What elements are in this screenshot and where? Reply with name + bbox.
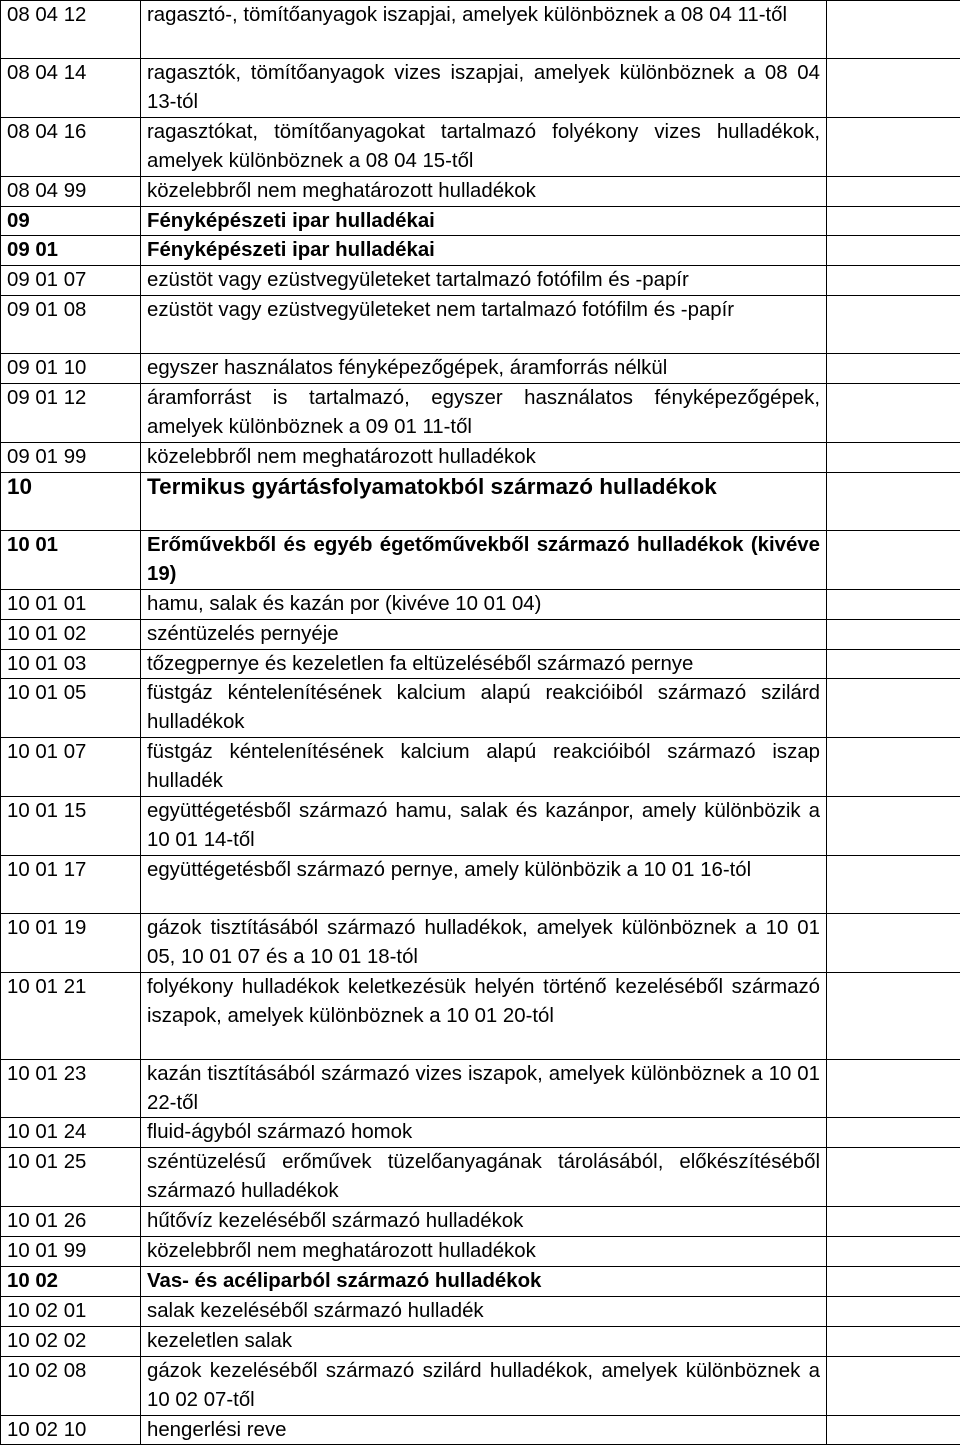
- waste-code-cell: 10 01: [1, 530, 141, 589]
- table-row: [1, 206, 960, 236]
- waste-code-cell: 10 02: [1, 1267, 141, 1297]
- table-row: [1, 589, 960, 619]
- empty-cell: [827, 472, 960, 530]
- waste-description-cell: folyékony hulladékok keletkezésük helyén történő kezeléséből származó iszapok, amelyek különböznek a 10 01 20-tól: [141, 972, 827, 1059]
- empty-cell: [827, 266, 960, 296]
- empty-cell: [827, 296, 960, 354]
- empty-cell: [827, 384, 960, 443]
- table-row: [1, 649, 960, 679]
- waste-code-cell: 10 01 01: [1, 589, 141, 619]
- table-row: [1, 1356, 960, 1415]
- waste-description-cell: hűtővíz kezeléséből származó hulladékok: [141, 1207, 827, 1237]
- empty-cell: [827, 530, 960, 589]
- waste-description-cell: ezüstöt vagy ezüstvegyületeket tartalmazó fotófilm és -papír: [141, 266, 827, 296]
- table-row: [1, 1415, 960, 1445]
- waste-description-cell: ragasztókat, tömítőanyagokat tartalmazó folyékony vizes hulladékok, amelyek különböznek a 08 04 15-től: [141, 117, 827, 176]
- empty-cell: [827, 1207, 960, 1237]
- waste-description-cell: füstgáz kéntelenítésének kalcium alapú reakcióiból származó iszap hulladék: [141, 738, 827, 797]
- empty-cell: [827, 1, 960, 59]
- table-row: [1, 1118, 960, 1148]
- waste-description-cell: egyszer használatos fényképezőgépek, áramforrás nélkül: [141, 354, 827, 384]
- table-row: [1, 472, 960, 530]
- empty-cell: [827, 1415, 960, 1445]
- empty-cell: [827, 117, 960, 176]
- waste-code-cell: 09 01 10: [1, 354, 141, 384]
- table-row: [1, 354, 960, 384]
- waste-description-cell: hengerlési reve: [141, 1415, 827, 1445]
- empty-cell: [827, 1267, 960, 1297]
- table-row: [1, 1237, 960, 1267]
- waste-description-cell: hamu, salak és kazán por (kivéve 10 01 04): [141, 589, 827, 619]
- waste-description-cell: közelebbről nem meghatározott hulladékok: [141, 176, 827, 206]
- waste-description-cell: Termikus gyártásfolyamatokból származó hulladékok: [141, 472, 827, 530]
- table-row: [1, 384, 960, 443]
- empty-cell: [827, 1118, 960, 1148]
- table-row: [1, 619, 960, 649]
- waste-code-cell: 10 01 15: [1, 797, 141, 856]
- empty-cell: [827, 738, 960, 797]
- waste-code-cell: 10 01 02: [1, 619, 141, 649]
- waste-description-cell: gázok tisztításából származó hulladékok, amelyek különböznek a 10 01 05, 10 01 07 és a 10 01 18-tól: [141, 913, 827, 972]
- empty-cell: [827, 354, 960, 384]
- table-row: [1, 738, 960, 797]
- empty-cell: [827, 649, 960, 679]
- table-row: [1, 266, 960, 296]
- waste-description-cell: közelebbről nem meghatározott hulladékok: [141, 1237, 827, 1267]
- table-row: [1, 972, 960, 1059]
- empty-cell: [827, 855, 960, 913]
- waste-code-cell: 09 01 08: [1, 296, 141, 354]
- waste-code-cell: 10 02 10: [1, 1415, 141, 1445]
- table-row: [1, 442, 960, 472]
- empty-cell: [827, 1148, 960, 1207]
- waste-code-cell: 08 04 12: [1, 1, 141, 59]
- waste-description-cell: kazán tisztításából származó vizes iszapok, amelyek különböznek a 10 01 22-től: [141, 1059, 827, 1118]
- waste-description-cell: ragasztó-, tömítőanyagok iszapjai, amelyek különböznek a 08 04 11-től: [141, 1, 827, 59]
- table-row: [1, 296, 960, 354]
- table-row: [1, 59, 960, 118]
- table-row: [1, 1267, 960, 1297]
- waste-code-cell: 10 01 99: [1, 1237, 141, 1267]
- empty-cell: [827, 1059, 960, 1118]
- table-row: [1, 855, 960, 913]
- waste-code-cell: 10 01 26: [1, 1207, 141, 1237]
- waste-description-cell: Erőművekből és egyéb égetőművekből származó hulladékok (kivéve 19): [141, 530, 827, 589]
- empty-cell: [827, 972, 960, 1059]
- empty-cell: [827, 1356, 960, 1415]
- empty-cell: [827, 206, 960, 236]
- waste-code-cell: 09 01 12: [1, 384, 141, 443]
- empty-cell: [827, 913, 960, 972]
- waste-code-cell: 10 02 02: [1, 1326, 141, 1356]
- waste-description-cell: együttégetésből származó pernye, amely különbözik a 10 01 16-tól: [141, 855, 827, 913]
- waste-description-cell: széntüzelés pernyéje: [141, 619, 827, 649]
- waste-code-cell: 08 04 99: [1, 176, 141, 206]
- waste-description-cell: Vas- és acéliparból származó hulladékok: [141, 1267, 827, 1297]
- waste-code-cell: 10 02 08: [1, 1356, 141, 1415]
- waste-description-cell: Fényképészeti ipar hulladékai: [141, 206, 827, 236]
- waste-description-cell: ezüstöt vagy ezüstvegyületeket nem tartalmazó fotófilm és -papír: [141, 296, 827, 354]
- empty-cell: [827, 589, 960, 619]
- empty-cell: [827, 797, 960, 856]
- table-body: [1, 1, 960, 1445]
- table-row: [1, 236, 960, 266]
- table-row: [1, 1296, 960, 1326]
- table-row: [1, 530, 960, 589]
- waste-code-cell: 10 01 05: [1, 679, 141, 738]
- waste-description-cell: fluid-ágyból származó homok: [141, 1118, 827, 1148]
- waste-code-cell: 10 01 25: [1, 1148, 141, 1207]
- waste-description-cell: széntüzelésű erőművek tüzelőanyagának tárolásából, előkészítéséből származó hulladékok: [141, 1148, 827, 1207]
- empty-cell: [827, 176, 960, 206]
- waste-description-cell: kezeletlen salak: [141, 1326, 827, 1356]
- waste-description-cell: salak kezeléséből származó hulladék: [141, 1296, 827, 1326]
- empty-cell: [827, 619, 960, 649]
- table-row: [1, 1, 960, 59]
- table-row: [1, 117, 960, 176]
- empty-cell: [827, 1296, 960, 1326]
- table-row: [1, 176, 960, 206]
- waste-description-cell: áramforrást is tartalmazó, egyszer használatos fényképezőgépek, amelyek különböznek a 09 01 11-től: [141, 384, 827, 443]
- empty-cell: [827, 1237, 960, 1267]
- waste-code-cell: 09 01 99: [1, 442, 141, 472]
- waste-code-cell: 10 01 19: [1, 913, 141, 972]
- waste-code-cell: 10 01 17: [1, 855, 141, 913]
- table-row: [1, 679, 960, 738]
- waste-code-cell: 10 01 24: [1, 1118, 141, 1148]
- table-row: [1, 1326, 960, 1356]
- waste-code-cell: 08 04 16: [1, 117, 141, 176]
- table-row: [1, 1059, 960, 1118]
- waste-description-cell: tőzegpernye és kezeletlen fa eltüzeléséből származó pernye: [141, 649, 827, 679]
- waste-code-cell: 10 01 23: [1, 1059, 141, 1118]
- waste-description-cell: gázok kezeléséből származó szilárd hulladékok, amelyek különböznek a 10 02 07-től: [141, 1356, 827, 1415]
- empty-cell: [827, 1326, 960, 1356]
- table-row: [1, 797, 960, 856]
- waste-code-cell: 10: [1, 472, 141, 530]
- waste-description-cell: ragasztók, tömítőanyagok vizes iszapjai, amelyek különböznek a 08 04 13-tól: [141, 59, 827, 118]
- waste-description-cell: együttégetésből származó hamu, salak és kazánpor, amely különbözik a 10 01 14-től: [141, 797, 827, 856]
- waste-description-cell: füstgáz kéntelenítésének kalcium alapú reakcióiból származó szilárd hulladékok: [141, 679, 827, 738]
- waste-code-cell: 10 01 21: [1, 972, 141, 1059]
- waste-code-cell: 08 04 14: [1, 59, 141, 118]
- empty-cell: [827, 442, 960, 472]
- table-row: [1, 1148, 960, 1207]
- waste-description-cell: Fényképészeti ipar hulladékai: [141, 236, 827, 266]
- waste-code-cell: 09 01: [1, 236, 141, 266]
- waste-code-cell: 10 02 01: [1, 1296, 141, 1326]
- table-row: [1, 913, 960, 972]
- waste-code-cell: 09: [1, 206, 141, 236]
- empty-cell: [827, 59, 960, 118]
- waste-code-cell: 10 01 07: [1, 738, 141, 797]
- waste-code-cell: 09 01 07: [1, 266, 141, 296]
- waste-code-cell: 10 01 03: [1, 649, 141, 679]
- waste-description-cell: közelebbről nem meghatározott hulladékok: [141, 442, 827, 472]
- empty-cell: [827, 236, 960, 266]
- table-row: [1, 1207, 960, 1237]
- empty-cell: [827, 679, 960, 738]
